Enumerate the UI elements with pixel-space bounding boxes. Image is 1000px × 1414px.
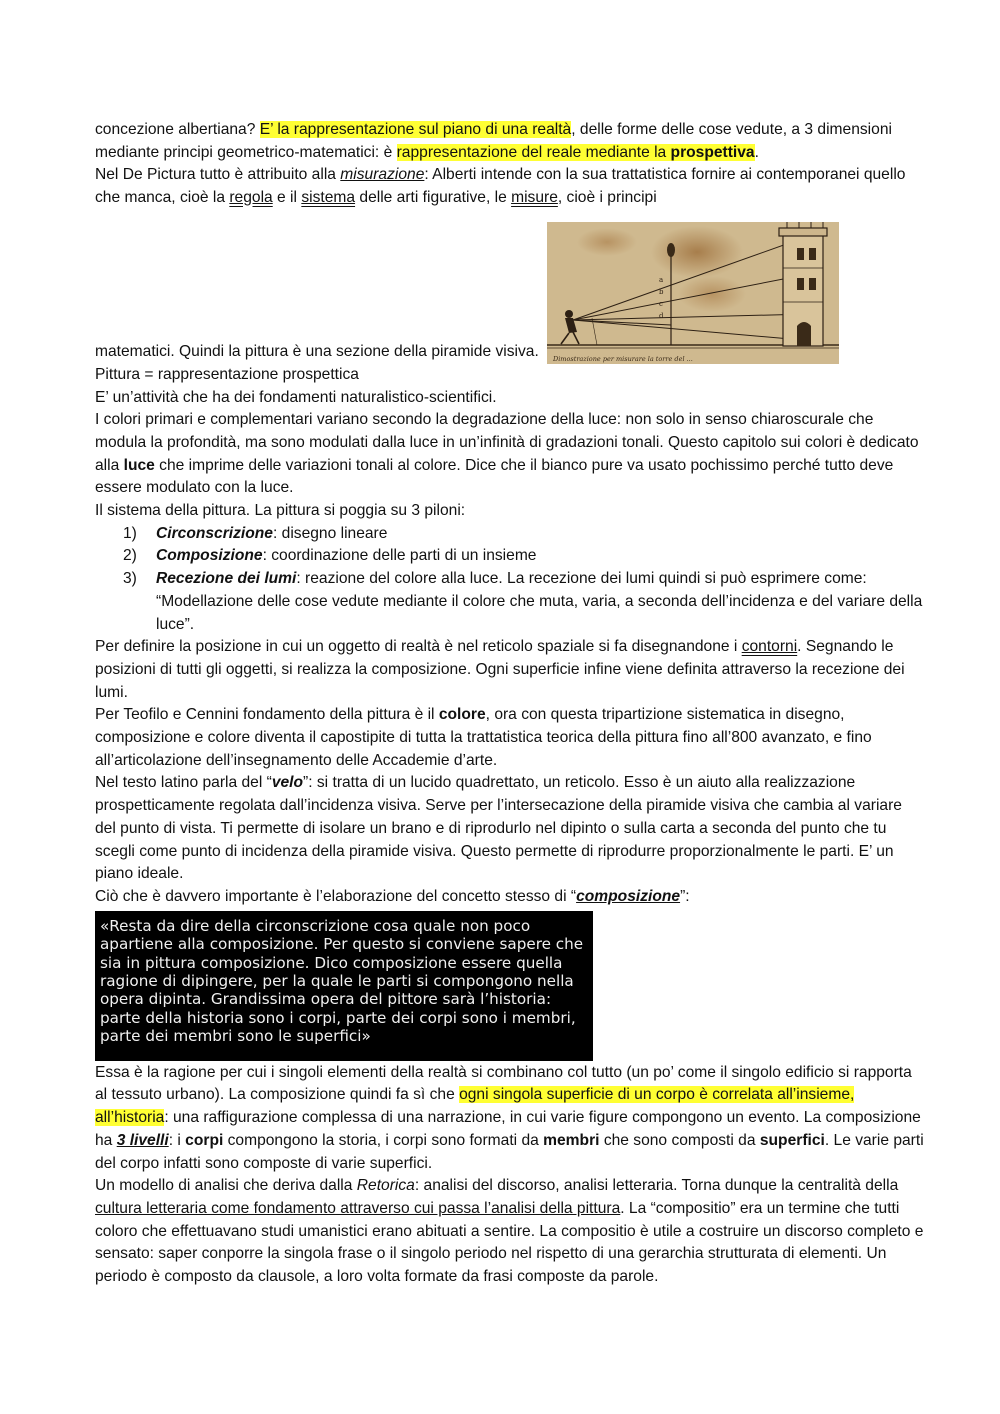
text-run: Essa è la ragione per cui i singoli elementi della realtà si combinano col tutto (un po’ come il singolo edificio si rapporta al tessuto urbano). La composizione quindi fa sì che bbox=[95, 1063, 912, 1104]
list-number: 1) bbox=[123, 524, 137, 542]
text-run: Ciò che è davvero importante è l’elaborazione del concetto stesso di “ bbox=[95, 887, 577, 905]
paragraph-sistema: Il sistema della pittura. La pittura si poggia su 3 piloni: bbox=[95, 502, 466, 520]
svg-text:a: a bbox=[658, 275, 663, 284]
underlined-term: cultura letteraria come fondamento attraverso cui passa l’analisi della pittura bbox=[95, 1199, 621, 1217]
text-run: che imprime delle variazioni tonali al colore. Dice che il bianco pure va usato pochissimo perché tutto deve essere modulato con la luce. bbox=[95, 456, 894, 497]
bold-term: luce bbox=[123, 456, 155, 474]
paragraph-contorni bbox=[95, 636, 925, 704]
italic-term: Retorica bbox=[356, 1177, 415, 1195]
text-run: concezione albertiana? bbox=[95, 121, 260, 138]
text-run: , ora con questa tripartizione sistematica in disegno, composizione e colore diventa il capostipite di tutta la trattatistica teorica della pittura fino all’800 avanzato, e fino all’articolazione dell’insegnamento delle Accademie d’arte. bbox=[95, 706, 872, 769]
bold-term: Recezione dei lumi bbox=[156, 570, 297, 588]
text-run: compongono la storia, i corpi sono formati da bbox=[223, 1131, 544, 1149]
text-run: Nel testo latino parla del “ bbox=[95, 774, 272, 792]
text-run: e il bbox=[272, 189, 302, 207]
text-run: che sono composti da bbox=[599, 1131, 760, 1149]
text-run: . Segnando le posizioni di tutti gli oggetti, si realizza la composizione. Ogni superficie infine viene definita attraverso la recezione dei lumi. bbox=[95, 638, 905, 701]
pillars-list bbox=[95, 523, 925, 637]
bold-term: Circonscrizione bbox=[156, 524, 273, 542]
document-page bbox=[95, 119, 925, 1289]
bold-term: superfici bbox=[759, 1131, 825, 1149]
underlined-term: misure bbox=[511, 189, 558, 207]
paragraph-composizione-intro bbox=[95, 886, 925, 909]
bold-term: velo bbox=[271, 774, 304, 792]
list-item bbox=[123, 568, 925, 636]
bold-term: Composizione bbox=[156, 547, 263, 565]
text-run: : Alberti intende con la sua trattatistica fornire ai contemporanei quello che manca, cioè la bbox=[95, 166, 906, 207]
paragraph-de-pictura bbox=[95, 164, 925, 209]
list-number: 2) bbox=[123, 547, 137, 565]
bold-term: membri bbox=[543, 1131, 600, 1149]
bold-term: 3 livelli bbox=[116, 1131, 169, 1149]
text-run: , delle forme delle cose vedute, a 3 dimensioni mediante principi geometrico-matematici: è bbox=[95, 121, 892, 161]
paragraph-ragione bbox=[95, 1062, 925, 1176]
text-run: : analisi del discorso, analisi letteraria. Torna dunque la centralità della bbox=[414, 1177, 899, 1195]
text-run: Un modello di analisi che deriva dalla bbox=[95, 1177, 357, 1195]
paragraph-velo bbox=[95, 772, 925, 886]
text-run: . Le varie parti del corpo infatti sono composte di varie superfici. bbox=[95, 1131, 924, 1172]
paragraph-definition bbox=[95, 119, 925, 164]
paragraph-retorica bbox=[95, 1175, 925, 1289]
bold-term: corpi bbox=[185, 1131, 224, 1149]
text-run: : disegno lineare bbox=[272, 524, 388, 542]
text-run: . La “compositio” era un termine che tutti coloro che effettuavano studi umanistici erano abituati a sentire. La compositio è utile a costruire un discorso completo e sensato: saper conporre la singola frase o il singolo periodo nel rispetto di una gerarchia strutturata di elementi. Un periodo è composto da clausole, a loro volta formate da frasi composte da parole. bbox=[95, 1199, 924, 1286]
paragraph-pittura: Pittura = rappresentazione prospettica bbox=[95, 365, 359, 383]
quote-image: «Resta da dire della circonscrizione cosa quale non poco apartiene alla composizione. Per questo si conviene sapere che sia in pittura composizione. Dico composizione essere quella ragione di dipingere, per la quale le parti si compongono nella opera dipinta. Grandissima opera del pittore sarà l’historia: parte della historia sono i corpi, parte dei corpi sono i membri, parte dei membri sono le superfici» bbox=[95, 911, 593, 1061]
list-item bbox=[123, 545, 925, 568]
text-run: ”: bbox=[680, 887, 690, 905]
text-run: I colori primari e complementari variano secondo la degradazione della luce: non solo in senso chiaroscurale che modula la profondità, ma sono modulati dalla luce in un’infinità di gradazioni tonali. Questo capitolo sui colori è dedicato alla bbox=[95, 411, 919, 474]
text-run: Per definire la posizione in cui un oggetto di realtà è nel reticolo spaziale si fa disegnandone i bbox=[95, 638, 742, 656]
highlight: E’ la rappresentazione sul piano di una realtà bbox=[259, 121, 572, 138]
text-run: : coordinazione delle parti di un insieme bbox=[262, 547, 537, 565]
text-run: delle arti figurative, le bbox=[355, 189, 512, 207]
bold-term: prospettiva bbox=[670, 143, 755, 161]
bold-term: composizione bbox=[576, 887, 681, 905]
perspective-measuring-engraving-icon bbox=[547, 222, 839, 364]
bold-term: colore bbox=[438, 706, 486, 724]
text-run: rappresentazione del reale mediante la bbox=[396, 143, 671, 161]
text-run: : i bbox=[168, 1131, 186, 1149]
underlined-term: sistema bbox=[301, 189, 356, 207]
text-run: ”: si tratta di un lucido quadrettato, un reticolo. Esso è un aiuto alla realizzazione prospetticamente regolata dall’incidenza visiva. Serve per l’intersecazione della piramide visiva che cambia al variare del punto di vista. Ti permette di isolare un brano e di riprodurlo nel dipinto o sulla carta a seconda del punto che tu scegli come punto di incidenza della piramide visiva. Questo permette di riprodurre proporzionalmente le parti. E’ un piano ideale. bbox=[95, 774, 902, 883]
list-number: 3) bbox=[123, 570, 137, 588]
paragraph-attivita: E’ un’attività che ha dei fondamenti naturalistico-scientifici. bbox=[95, 388, 497, 406]
figure-row bbox=[95, 210, 925, 364]
text-run: . bbox=[754, 143, 759, 161]
svg-text:Dimostrazione per misurare la: Dimostrazione per misurare la torre del ... bbox=[552, 354, 693, 363]
highlight: ogni singola superficie di un corpo è correlata all’insieme, all’historia bbox=[95, 1086, 855, 1127]
paragraph-colore bbox=[95, 704, 925, 772]
italic-term: misurazione bbox=[340, 166, 425, 184]
text-run: Nel De Pictura tutto è attribuito alla bbox=[95, 166, 341, 184]
svg-text:b: b bbox=[658, 287, 664, 296]
text-run: , cioè i principi bbox=[557, 189, 657, 207]
underlined-term: regola bbox=[229, 189, 273, 207]
underlined-term: contorni bbox=[741, 638, 798, 656]
svg-text:d: d bbox=[658, 311, 664, 320]
text-run: : reazione del colore alla luce. La recezione dei lumi quindi si può esprimere come: “Modellazione delle cose vedute mediante il colore che muta, varia, a seconda dell’incidenza e del variare della luce”. bbox=[156, 570, 923, 633]
highlight bbox=[397, 144, 755, 161]
paragraph-colori bbox=[95, 409, 925, 500]
text-run: matematici. Quindi la pittura è una sezione della piramide visiva. bbox=[95, 343, 539, 361]
engraving-illustration bbox=[547, 222, 839, 364]
svg-text:c: c bbox=[658, 299, 663, 308]
text-run: : una raffigurazione complessa di una narrazione, in cui varie figure compongono un evento. La composizione ha bbox=[95, 1109, 921, 1149]
text-run: Per Teofilo e Cennini fondamento della pittura è il bbox=[95, 706, 439, 724]
list-item bbox=[123, 523, 925, 546]
